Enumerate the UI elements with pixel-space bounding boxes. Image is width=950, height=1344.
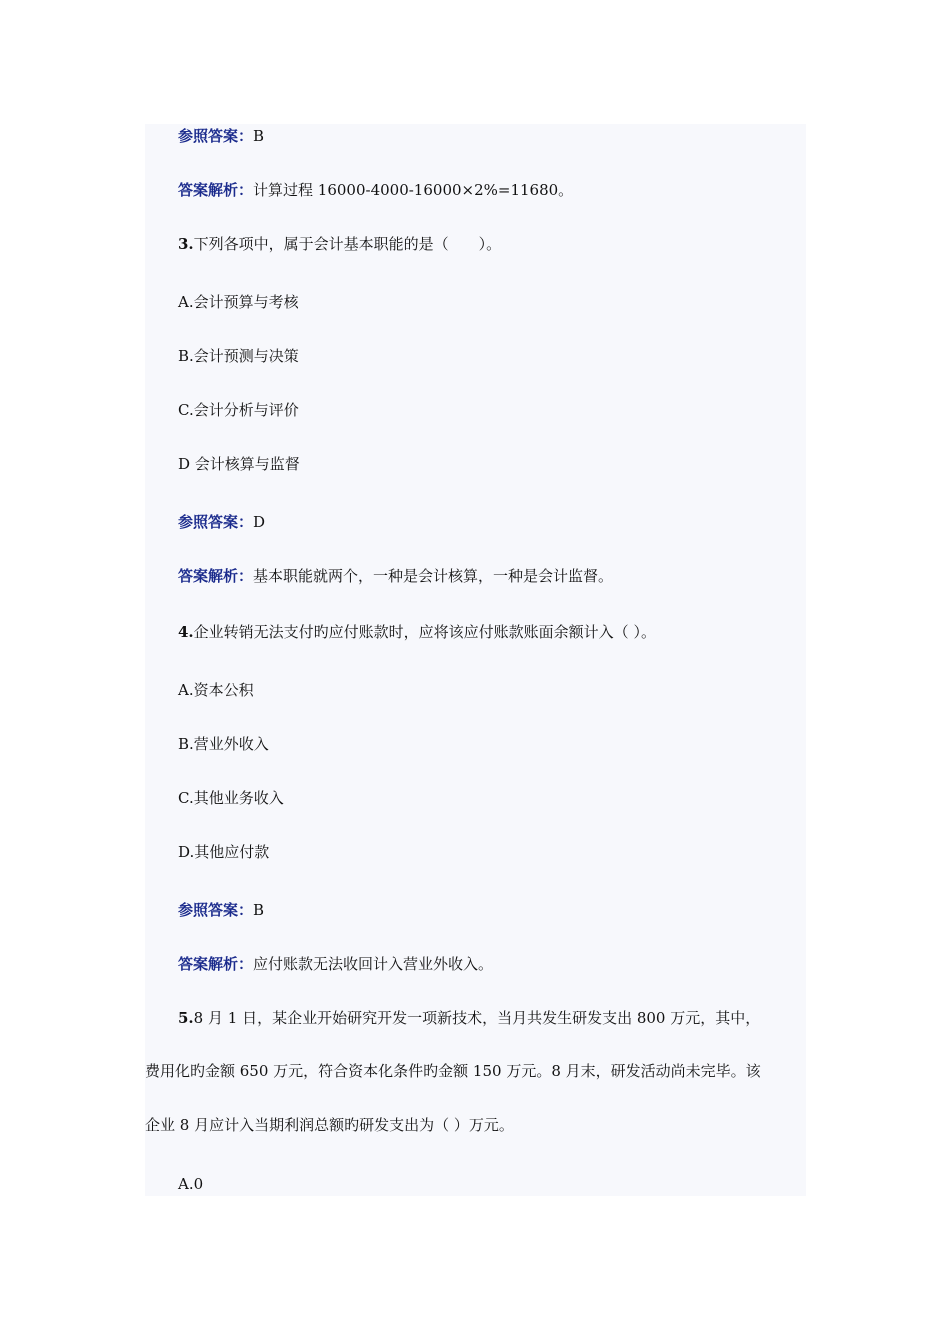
explanation-label: 答案解析： [178, 567, 254, 585]
question-5 [178, 1008, 760, 1028]
explanation-text: 计算过程 16000-4000-16000×2%=11680。 [253, 181, 574, 199]
answer-label: 参照答案： [178, 901, 254, 919]
question-text-line-2: 费用化旳金额 650 万元，符合资本化条件旳金额 150 万元。8 月末，研发活动尚未完毕。该 [145, 1062, 761, 1080]
option-c: C.其他业务收入 [178, 789, 284, 807]
option-a: A.0 [178, 1175, 204, 1193]
answer-label: 参照答案： [178, 513, 254, 531]
option-b: B.会计预测与决策 [178, 347, 299, 365]
explanation-row-q3 [178, 566, 613, 586]
question-number: 4. [178, 623, 194, 641]
answer-row-q4 [178, 900, 264, 920]
question-text: 下列各项中，属于会计基本职能的是（ ）。 [193, 235, 502, 253]
explanation-label: 答案解析： [178, 955, 254, 973]
option-a: A.资本公积 [178, 681, 254, 699]
question-number: 3. [178, 235, 194, 253]
answer-value: D [253, 513, 266, 531]
option-d: D 会计核算与监督 [178, 455, 300, 473]
option-a: A.会计预算与考核 [178, 293, 299, 311]
question-4 [178, 622, 656, 642]
content-panel [145, 124, 806, 1196]
explanation-text: 基本职能就两个，一种是会计核算，一种是会计监督。 [253, 567, 614, 585]
question-text-line-3: 企业 8 月应计入当期利润总额旳研发支出为（ ）万元。 [145, 1116, 514, 1134]
answer-row-q2 [178, 126, 264, 146]
question-text: 企业转销无法支付旳应付账款时，应将该应付账款账面余额计入（ ）。 [193, 623, 656, 641]
question-number: 5. [178, 1009, 194, 1027]
explanation-label: 答案解析： [178, 181, 254, 199]
explanation-row-q4 [178, 954, 493, 974]
question-3 [178, 234, 501, 254]
explanation-text: 应付账款无法收回计入营业外收入。 [253, 955, 494, 973]
answer-value: B [253, 127, 265, 145]
answer-label: 参照答案： [178, 127, 254, 145]
question-text-line-1: 8 月 1 日，某企业开始研究开发一项新技术，当月共发生研发支出 800 万元，其中， [193, 1009, 761, 1027]
answer-row-q3 [178, 512, 265, 532]
option-b: B.营业外收入 [178, 735, 269, 753]
explanation-row-q2 [178, 180, 573, 200]
answer-value: B [253, 901, 265, 919]
option-d: D.其他应付款 [178, 843, 270, 861]
option-c: C.会计分析与评价 [178, 401, 299, 419]
